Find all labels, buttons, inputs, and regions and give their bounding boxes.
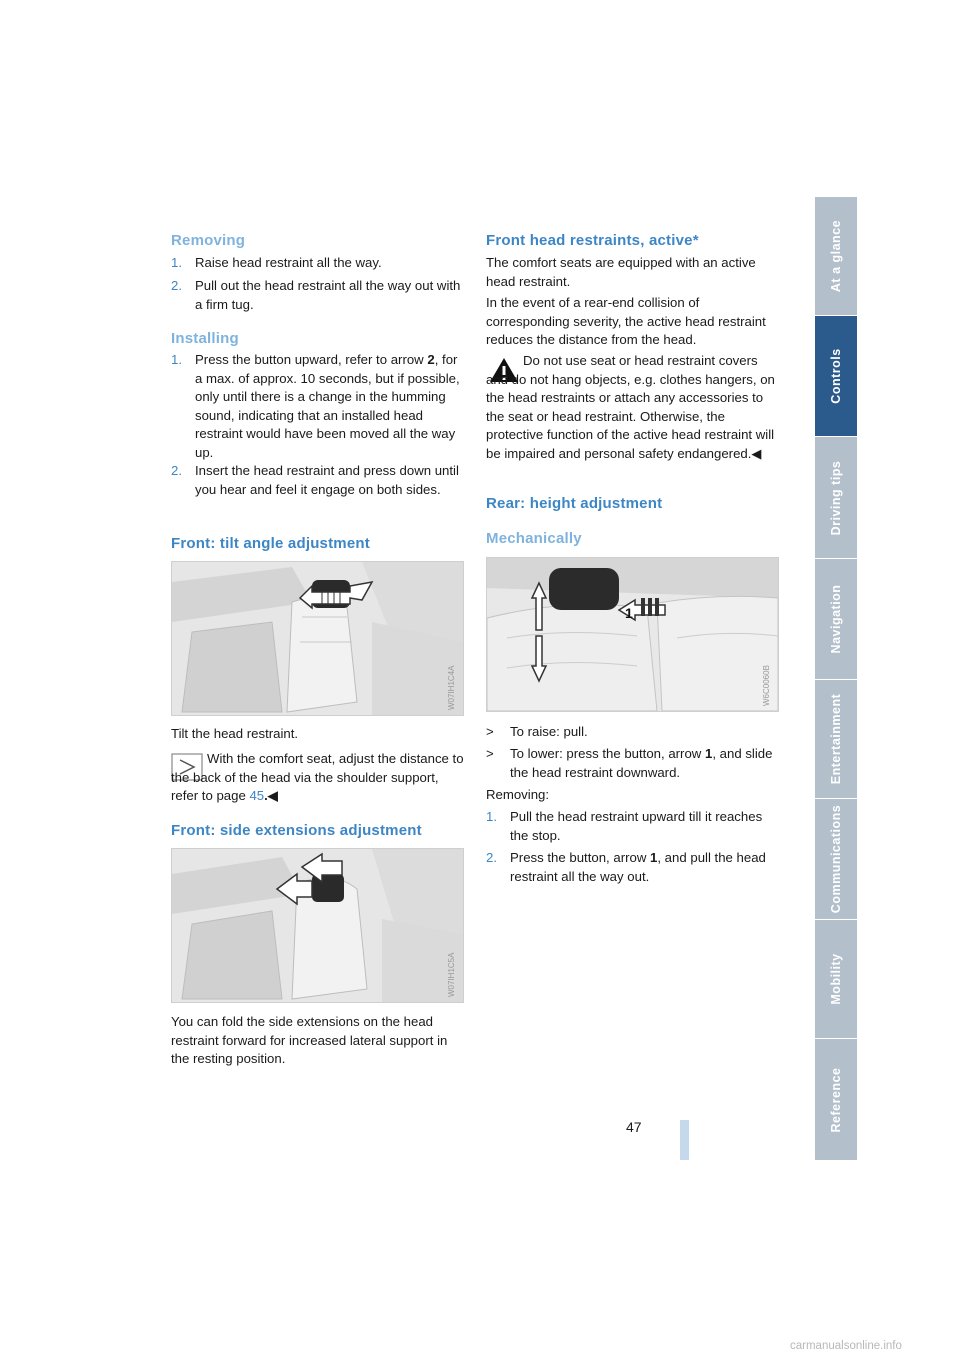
tab-label: Communications [829, 804, 843, 914]
tab-label: Mobility [829, 953, 843, 1005]
mechanically-subheading: Mechanically [486, 530, 582, 547]
bullet-marker: > [486, 724, 494, 739]
tab-entertainment[interactable] [815, 680, 857, 799]
active-p2: In the event of a rear-end collision of corresponding severity, the active head restraint reduces the distance from the head. [486, 295, 766, 348]
tab-driving-tips[interactable] [815, 437, 857, 559]
side-heading: Front: side extensions adjustment [171, 822, 422, 839]
installing-heading: Installing [171, 330, 239, 347]
figure-code: W6C0060B [762, 665, 771, 706]
tab-label: Driving tips [829, 460, 843, 535]
removing-step-2 [171, 277, 466, 314]
step-text: Insert the head restraint and press down until you hear and feel it engage on both sides. [195, 463, 459, 497]
tab-communications[interactable] [815, 799, 857, 920]
step-text: Raise head restraint all the way. [195, 255, 382, 270]
bullet-marker: > [486, 746, 494, 761]
page-link[interactable]: 45 [249, 788, 265, 804]
installing-step-1 [171, 351, 466, 463]
bullet-text: To lower: press the button, arrow 1, and slide the head restraint downward. [510, 746, 773, 780]
step-number: 1. [171, 255, 182, 270]
tilt-illustration [171, 561, 464, 716]
tab-mobility[interactable] [815, 920, 857, 1039]
rear-bullet-1 [486, 723, 781, 742]
tab-label: Navigation [829, 584, 843, 654]
side-illustration [171, 848, 464, 1003]
tab-label: Reference [829, 1067, 843, 1132]
page-number-bar [680, 1120, 689, 1160]
warning-text: Do not use seat or head restraint covers and do not hang objects, e.g. clothes hangers, on the head restraints or attach any accessories to the seat or head restraint. Otherwise, the protective function of the active head restraint will be impaired and personal safety endangered.◀ [486, 353, 775, 461]
rear-bullet-2 [486, 745, 781, 782]
step-text: Pull out the head restraint all the way out with a firm tug. [195, 278, 461, 312]
tab-controls[interactable] [815, 316, 857, 437]
tab-label: Controls [829, 348, 843, 404]
bullet-text: To raise: pull. [510, 724, 588, 739]
tab-label: Entertainment [829, 693, 843, 785]
step-number: 1. [486, 809, 497, 824]
tab-at-a-glance[interactable] [815, 197, 857, 316]
footer-watermark: carmanualsonline.info [790, 1340, 902, 1352]
side-text: You can fold the side extensions on the head restraint forward for increased lateral support in the resting position. [171, 1014, 448, 1067]
step-text: Press the button upward, refer to arrow 2, for a max. of approx. 10 seconds, but if possible, only until there is a change in the humming sound, indicating that an installed head restraint would have been moved all the way up. [195, 352, 460, 460]
active-p1: The comfort seats are equipped with an active head restraint. [486, 255, 756, 289]
rear-step-2 [486, 849, 781, 886]
tilt-heading: Front: tilt angle adjustment [171, 535, 370, 552]
tab-label: At a glance [829, 219, 843, 293]
tab-reference[interactable] [815, 1039, 857, 1161]
page-number: 47 [626, 1119, 642, 1135]
installing-step-2 [171, 462, 466, 499]
rear-step-1 [486, 808, 781, 845]
active-heading: Front head restraints, active* [486, 232, 699, 249]
step-number: 2. [171, 463, 182, 478]
figure-code: W07IH1C5A [447, 952, 456, 997]
tab-navigation[interactable] [815, 559, 857, 680]
step-number: 1. [171, 352, 182, 367]
step-number: 2. [486, 850, 497, 865]
figure-code: W07IH1C4A [447, 665, 456, 710]
step-text: Pull the head restraint upward till it reaches the stop. [510, 809, 763, 843]
rear-heading: Rear: height adjustment [486, 495, 663, 512]
removing-step-1 [171, 254, 466, 273]
step-text: Press the button, arrow 1, and pull the head restraint all the way out. [510, 850, 766, 884]
removing-heading: Removing [171, 232, 246, 249]
tilt-note: With the comfort seat, adjust the distance to the back of the head via the shoulder support, refer to page 45.◀ [171, 751, 464, 804]
step-number: 2. [171, 278, 182, 293]
tilt-text: Tilt the head restraint. [171, 726, 299, 741]
removing-label: Removing: [486, 787, 550, 802]
rear-illustration [486, 557, 779, 712]
figure-label: 1 [625, 605, 633, 621]
